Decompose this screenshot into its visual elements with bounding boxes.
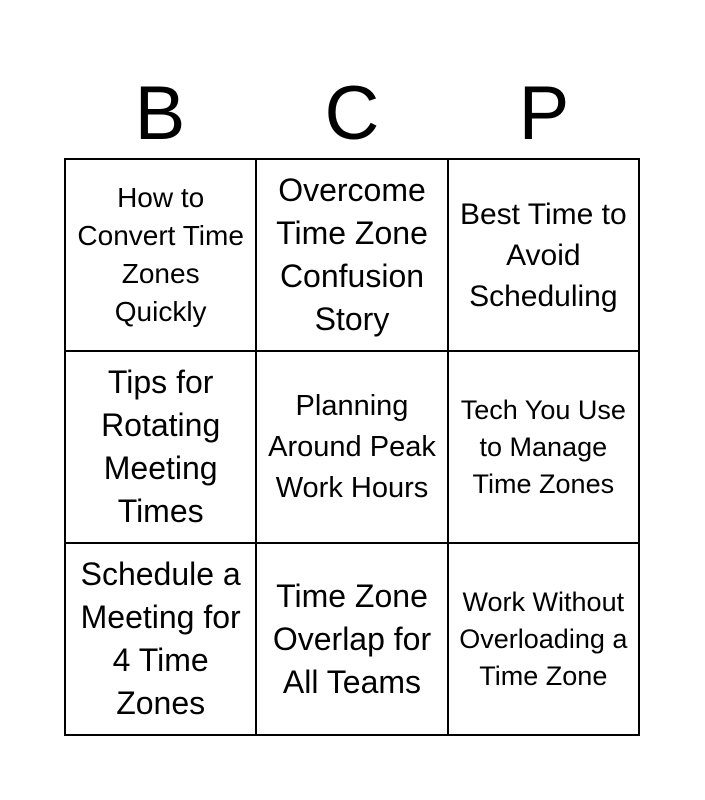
- bingo-cell-text: Work Without Overloading a Time Zone: [459, 586, 628, 691]
- header-letter-b: B: [134, 71, 186, 156]
- bingo-cell-text: Best Time to Avoid Scheduling: [459, 197, 627, 313]
- header-letter-c: C: [324, 71, 380, 156]
- bingo-cell[interactable]: [66, 544, 257, 736]
- bingo-cell-text: Tips for Rotating Meeting Times: [101, 364, 221, 529]
- bingo-cell-text: Schedule a Meeting for 4 Time Zones: [80, 556, 241, 721]
- bingo-cell[interactable]: [449, 160, 640, 352]
- bingo-cell[interactable]: [257, 544, 448, 736]
- bingo-cell[interactable]: [66, 352, 257, 544]
- bingo-cell[interactable]: [257, 160, 448, 352]
- bingo-grid: [64, 158, 640, 736]
- bingo-cell[interactable]: [449, 352, 640, 544]
- bingo-cell-text: Tech You Use to Manage Time Zones: [460, 394, 626, 499]
- bingo-cell[interactable]: [66, 160, 257, 352]
- bingo-header: [64, 70, 640, 158]
- bingo-cell-text: How to Convert Time Zones Quickly: [77, 182, 244, 327]
- header-letter-p: P: [518, 71, 570, 156]
- bingo-cell-text: Planning Around Peak Work Hours: [268, 389, 436, 504]
- bingo-cell[interactable]: [449, 544, 640, 736]
- bingo-cell-text: Time Zone Overlap for All Teams: [272, 577, 432, 700]
- bingo-cell[interactable]: [257, 352, 448, 544]
- bingo-cell-text: Overcome Time Zone Confusion Story: [276, 172, 428, 337]
